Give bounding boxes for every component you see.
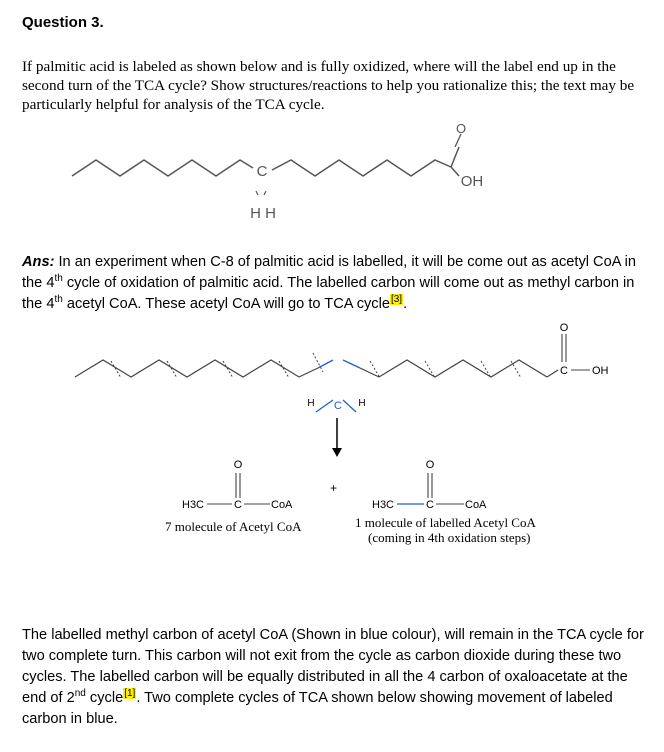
answer-prefix: Ans: xyxy=(22,254,55,270)
acid-oh-2: OH xyxy=(592,365,609,377)
acid-carbon-2: C xyxy=(560,365,568,377)
conclusion-part-2: cycle xyxy=(85,690,124,706)
plus-sign: + xyxy=(330,481,338,495)
acetyl1-ch3: H3C xyxy=(182,499,205,511)
answer-part-2: cycle of oxidation of palmitic acid. The labelled carbon will come out as methyl carbon in the 4 xyxy=(22,275,635,312)
beta-oxidation-diagram xyxy=(0,320,664,555)
acetyl1-caption: 7 molecule of Acetyl CoA xyxy=(165,519,302,534)
labeled-carbon-2: C xyxy=(334,400,342,412)
acid-oh-label: OH xyxy=(460,173,484,190)
answer-part-3: acetyl CoA. These acetyl CoA will go to TCA cycle xyxy=(62,296,390,312)
acetyl2-oxygen: O xyxy=(425,459,435,471)
acetyl2-caption-1: 1 molecule of labelled Acetyl CoA xyxy=(355,515,536,530)
palmitic-acid-structure xyxy=(0,120,664,230)
hydrogen-labels: H H xyxy=(250,205,276,222)
labeled-carbon: C xyxy=(256,163,268,180)
conclusion-text xyxy=(22,625,650,730)
acetyl2-caption-2: (coming in 4th oxidation steps) xyxy=(368,530,531,545)
answer-part-1: In an experiment when C-8 of palmitic acid is labelled, it will be come out as acetyl CoA in the 4 xyxy=(22,254,637,291)
acetyl1-carbon: C xyxy=(234,499,242,511)
acetyl2-coa: CoA xyxy=(465,499,487,511)
answer-sup-2: th xyxy=(54,294,63,306)
acid-oxygen-2: O xyxy=(559,322,569,334)
answer-end: . xyxy=(403,296,408,312)
citation-1[interactable]: [1] xyxy=(124,688,136,700)
question-title: Question 3. xyxy=(22,14,104,31)
acid-oxygen: O xyxy=(455,121,467,136)
acetyl1-coa: CoA xyxy=(271,499,293,511)
conclusion-part-3: . Two complete cycles of TCA shown below showing movement of labeled carbon in blue. xyxy=(22,690,613,727)
answer-text xyxy=(22,252,650,315)
acetyl2-ch3: H3C xyxy=(372,499,395,511)
answer-sup-1: th xyxy=(54,273,63,285)
hydrogen-right: H xyxy=(358,398,366,409)
conclusion-part-1: The labelled methyl carbon of acetyl CoA (Shown in blue colour), will remain in the TCA cycle for two complete turn. This carbon will not exit from the cycle as carbon dioxide during these two cycles. The labelled carbon will be equally distributed in all the 4 carbon of oxaloacetate at the end of 2 xyxy=(22,627,644,706)
citation-3[interactable]: [3] xyxy=(390,294,403,306)
hydrogen-left: H xyxy=(307,398,315,409)
acetyl2-carbon: C xyxy=(426,499,434,511)
question-text: If palmitic acid is labeled as shown below and is fully oxidized, where will the label end up in the second turn of the TCA cycle? Show structures/reactions to help you rationalize this; the text may be particularly helpful for analysis of the TCA cycle. xyxy=(22,58,635,113)
acetyl1-oxygen: O xyxy=(233,459,243,471)
conclusion-sup: nd xyxy=(74,688,86,700)
